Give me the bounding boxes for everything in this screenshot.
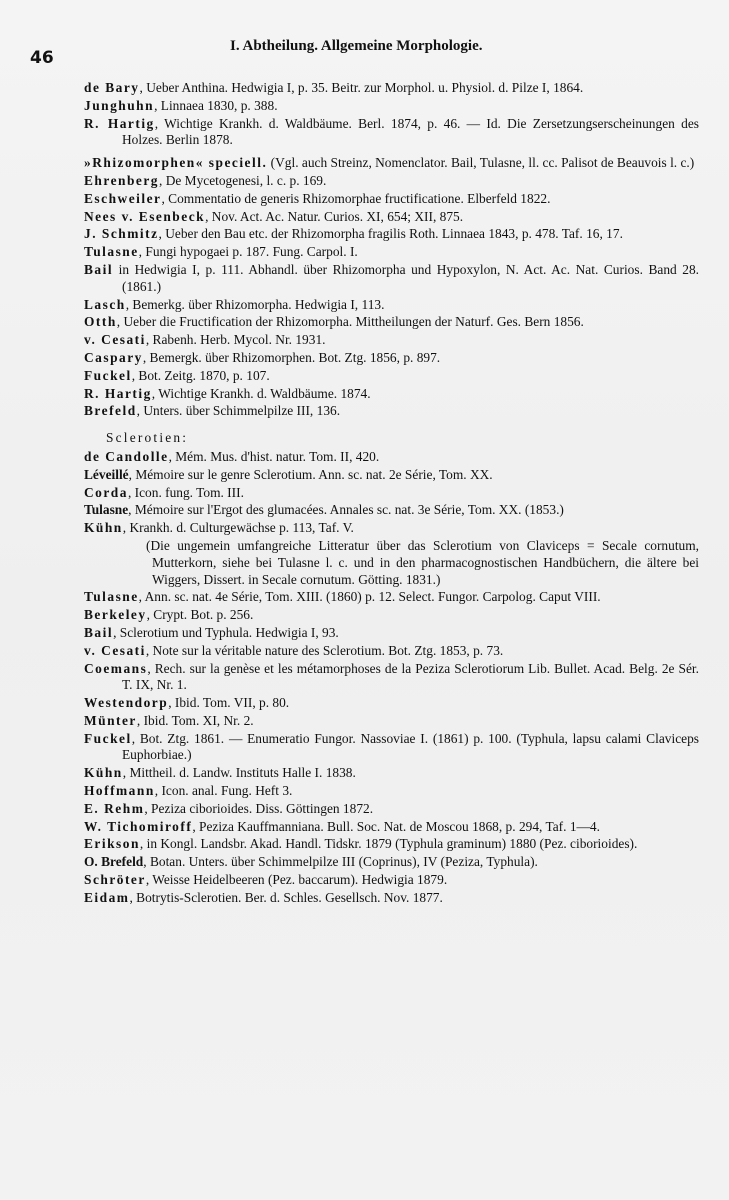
- reference-text: , Icon. anal. Fung. Heft 3.: [154, 783, 293, 799]
- reference-entry: [84, 262, 699, 296]
- reference-text: , Weisse Heidelbeeren (Pez. baccarum). Hedwigia 1879.: [145, 872, 448, 888]
- reference-author: E. Rehm: [84, 800, 145, 816]
- running-head: I. Abtheilung. Allgemeine Morphologie.: [230, 38, 483, 54]
- reference-author: Eidam: [84, 889, 130, 905]
- bibliography: [84, 80, 699, 908]
- reference-author: Eschweiler: [84, 190, 162, 206]
- reference-author: v. Cesati: [84, 642, 146, 658]
- reference-entry: [84, 350, 699, 367]
- kuehn-note: (Die ungemein umfangreiche Litteratur über das Sclerotium von Claviceps = Secale cornutum, Mutterkorn, siehe bei Tulasne l. c. und in den pharmacognostischen Handbüchern, die ältere bei Wiggers, Dissert. in Secale cornutum. Götting. 1831.): [146, 537, 699, 587]
- reference-author: v. Cesati: [84, 332, 146, 348]
- reference-entry: [84, 607, 699, 624]
- reference-text: , Wichtige Krankh. d. Waldbäume. Berl. 1874, p. 46. — Id. Die Zersetzungserscheinungen des Holzes. Berlin 1878.: [122, 115, 699, 148]
- reference-entry: [84, 116, 699, 150]
- rhizomorph-references: [84, 80, 699, 420]
- reference-entry: [84, 155, 699, 172]
- reference-author: Ehrenberg: [84, 172, 159, 188]
- reference-author: Léveillé: [84, 466, 129, 482]
- reference-author: Erikson: [84, 836, 140, 852]
- reference-entry: [84, 368, 699, 385]
- reference-author: Münter: [84, 712, 137, 728]
- reference-text: , Note sur la véritable nature des Sclerotium. Bot. Ztg. 1853, p. 73.: [145, 642, 504, 658]
- reference-text: (Vgl. auch Streinz, Nomenclator. Bail, Tulasne, ll. cc. Palisot de Beauvois l. c.): [267, 155, 695, 171]
- reference-text: , Unters. über Schimmelpilze III, 136.: [136, 403, 341, 419]
- reference-author: Corda: [84, 484, 128, 500]
- reference-author: Otth: [84, 314, 117, 330]
- reference-author: de Candolle: [84, 448, 169, 464]
- reference-author: Caspary: [84, 349, 143, 365]
- reference-text: , Ueber Anthina. Hedwigia I, p. 35. Beitr. zur Morphol. u. Physiol. d. Pilze I, 1864.: [139, 80, 584, 95]
- reference-entry: [84, 661, 699, 695]
- reference-text: , Crypt. Bot. p. 256.: [146, 607, 254, 623]
- reference-text: , De Mycetogenesi, l. c. p. 169.: [159, 172, 327, 188]
- reference-text: , Mémoire sur l'Ergot des glumacées. Annales sc. nat. 3e Série, Tom. XX. (1853.): [128, 502, 564, 518]
- reference-text: , Commentatio de generis Rhizomorphae fructificatione. Elberfeld 1822.: [161, 190, 551, 206]
- reference-entry: [84, 890, 699, 907]
- reference-entry: [84, 854, 699, 871]
- reference-entry: [84, 819, 699, 836]
- reference-entry: [84, 485, 699, 502]
- reference-entry: [84, 244, 699, 261]
- reference-text: , Mémoire sur le genre Sclerotium. Ann. sc. nat. 2e Série, Tom. XX.: [128, 466, 493, 482]
- reference-author: Fuckel: [84, 367, 132, 383]
- reference-entry: [84, 98, 699, 115]
- reference-entry: [84, 872, 699, 889]
- reference-text: , Peziza ciborioides. Diss. Göttingen 1872.: [144, 800, 374, 816]
- reference-entry: [84, 643, 699, 660]
- reference-entry: [84, 801, 699, 818]
- reference-author: Tulasne: [84, 589, 139, 605]
- reference-author: Tulasne: [84, 502, 129, 518]
- reference-entry: [84, 765, 699, 782]
- reference-entry: [84, 386, 699, 403]
- reference-entry: [84, 520, 699, 537]
- reference-text: , Fungi hypogaei p. 187. Fung. Carpol. I.: [138, 244, 358, 260]
- reference-author: Lasch: [84, 296, 126, 312]
- page-header: [0, 38, 729, 68]
- reference-author: Nees v. Esenbeck: [84, 208, 206, 224]
- reference-text: , Ibid. Tom. XI, Nr. 2.: [136, 712, 254, 728]
- reference-author: Tulasne: [84, 244, 139, 260]
- reference-text: , Ann. sc. nat. 4e Série, Tom. XIII. (1860) p. 12. Select. Fungor. Carpolog. Caput VIII.: [138, 589, 601, 605]
- reference-author: Brefeld: [84, 403, 137, 419]
- reference-text: , Botan. Unters. über Schimmelpilze III (Coprinus), IV (Peziza, Typhula).: [143, 854, 538, 870]
- further-references: [84, 589, 699, 906]
- reference-text: , Rabenh. Herb. Mycol. Nr. 1931.: [145, 332, 326, 348]
- reference-text: , Bemerkg. über Rhizomorpha. Hedwigia I, 113.: [125, 296, 385, 312]
- sclerotien-heading: Sclerotien:: [106, 430, 189, 446]
- reference-text: , Bemergk. über Rhizomorphen. Bot. Ztg. 1856, p. 897.: [142, 349, 441, 365]
- reference-author: Berkeley: [84, 607, 147, 623]
- reference-entry: [84, 589, 699, 606]
- reference-author: Bail: [84, 624, 114, 640]
- reference-text: , Botrytis-Sclerotien. Ber. d. Schles. Gesellsch. Nov. 1877.: [129, 889, 443, 905]
- reference-text: , Ibid. Tom. VII, p. 80.: [168, 695, 290, 711]
- reference-author: Kühn: [84, 765, 123, 781]
- reference-author: Junghuhn: [84, 97, 155, 113]
- reference-text: , Ueber den Bau etc. der Rhizomorpha fragilis Roth. Linnaea 1843, p. 478. Taf. 16, 17.: [158, 226, 623, 242]
- reference-text: , Mittheil. d. Landw. Instituts Halle I. 1838.: [122, 765, 356, 781]
- reference-author: »Rhizomorphen« speciell.: [84, 155, 268, 171]
- reference-entry: [84, 314, 699, 331]
- reference-entry: [84, 695, 699, 712]
- reference-author: W. Tichomiroff: [84, 818, 193, 834]
- reference-text: in Hedwigia I, p. 111. Abhandl. über Rhizomorpha und Hypoxylon, N. Act. Ac. Nat. Curios. Band 28. (1861.): [113, 261, 699, 294]
- reference-entry: [84, 173, 699, 190]
- reference-entry: [84, 836, 699, 853]
- reference-text: , Krankh. d. Culturgewächse p. 113, Taf. V.: [122, 520, 354, 536]
- reference-author: Kühn: [84, 520, 123, 536]
- reference-entry: [84, 403, 699, 420]
- sclerotien-references: [84, 449, 699, 537]
- reference-text: , Sclerotium und Typhula. Hedwigia I, 93.: [113, 624, 339, 640]
- reference-author: Fuckel: [84, 730, 132, 746]
- reference-author: Hoffmann: [84, 783, 155, 799]
- reference-author: de Bary: [84, 80, 140, 95]
- reference-author: R. Hartig: [84, 385, 152, 401]
- reference-author: Westendorp: [84, 695, 169, 711]
- reference-text: , Nov. Act. Ac. Natur. Curios. XI, 654; XII, 875.: [205, 208, 464, 224]
- reference-entry: [84, 502, 699, 519]
- reference-author: Schröter: [84, 872, 146, 888]
- reference-entry: [84, 332, 699, 349]
- reference-author: O. Brefeld: [84, 854, 144, 870]
- reference-entry: [84, 449, 699, 466]
- reference-entry: [84, 209, 699, 226]
- reference-author: Bail: [84, 261, 114, 277]
- reference-text: , Icon. fung. Tom. III.: [127, 484, 244, 500]
- reference-entry: [84, 625, 699, 642]
- reference-entry: [84, 467, 699, 484]
- reference-text: , Mém. Mus. d'hist. natur. Tom. II, 420.: [168, 448, 380, 464]
- reference-entry: [84, 191, 699, 208]
- reference-text: , Wichtige Krankh. d. Waldbäume. 1874.: [151, 385, 371, 401]
- page-number: 46: [30, 48, 54, 68]
- reference-entry: [84, 297, 699, 314]
- reference-entry: [84, 783, 699, 800]
- reference-text: , Linnaea 1830, p. 388.: [154, 97, 278, 113]
- reference-text: , Rech. sur la genèse et les métamorphoses de la Peziza Sclerotiorum Lib. Bullet. Acad. Belg. 2e Sér. T. IX, Nr. 1.: [122, 660, 699, 693]
- reference-author: Coemans: [84, 660, 148, 676]
- reference-text: , in Kongl. Landsbr. Akad. Handl. Tidskr. 1879 (Typhula graminum) 1880 (Pez. ciborioides).: [139, 836, 638, 852]
- reference-text: , Ueber die Fructification der Rhizomorpha. Mittheilungen der Naturf. Ges. Bern 1856.: [116, 314, 584, 330]
- reference-entry: [84, 80, 699, 97]
- reference-entry: [84, 226, 699, 243]
- reference-entry: [84, 731, 699, 765]
- reference-text: , Peziza Kauffmanniana. Bull. Soc. Nat. de Moscou 1868, p. 294, Taf. 1—4.: [192, 818, 600, 834]
- reference-author: R. Hartig: [84, 115, 155, 131]
- reference-text: , Bot. Zeitg. 1870, p. 107.: [131, 367, 270, 383]
- reference-entry: [84, 713, 699, 730]
- reference-author: J. Schmitz: [84, 226, 159, 242]
- reference-text: , Bot. Ztg. 1861. — Enumeratio Fungor. Nassoviae I. (1861) p. 100. (Typhula, lapsu calami Claviceps Euphorbiae.): [122, 730, 699, 763]
